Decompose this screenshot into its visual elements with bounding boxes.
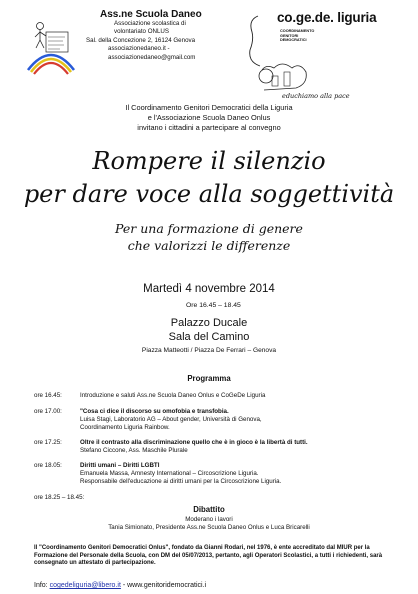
cogede-subtitle-line: DEMOCRATICI [280,38,307,43]
contact-info [34,582,206,589]
program-line: Responsabile dell'educazione ai diritti umani per la Circoscrizione Liguria. [80,478,282,485]
program-line: Introduzione e saluti Ass.ne Scuola Daneo Onlus e CoGeDe Liguria [80,392,266,399]
footer-note: Il "Coordinamento Genitori Democratici Onlus", fondato da Gianni Rodari, nel 1976, è ente accreditato dal MIUR per la Formazione del Personale della Scuola, con DM del 05/07/2013, pertanto, agli Operatori Scolastici, a tutti i richiedenti, sarà consegnato un attestato di partecipazione. [34,545,383,567]
program-line: Oltre il contrasto alla discriminazione quello che è in gioco è la libertà di tutti. [80,439,308,446]
association-email[interactable]: associazionedaneo@gmail.com [108,53,196,61]
intro-line: invitano i cittadini a partecipare al convegno [137,123,281,133]
moderator-label: Moderano i lavori [185,516,233,523]
event-place: Piazza Matteotti / Piazza De Ferrari – Genova [141,347,277,354]
dibattito-heading: Dibattito [193,505,225,514]
event-time: Ore 16.45 – 18.45 [186,302,241,309]
program-text [80,462,410,486]
event-date: Martedì 4 novembre 2014 [143,283,275,295]
info-separator: - [120,582,128,589]
program-text [80,392,410,400]
subtitle-line: Per una formazione di genere [115,221,303,236]
program-time: ore 17.25: [34,439,62,446]
scuola-daneo-logo [26,18,76,76]
intro-text [0,103,418,134]
program-line: Emanuela Massa, Amnesty International – Circoscrizione Liguria. [80,470,259,477]
cogede-subtitle-line: GENITORI [280,33,299,38]
program-time: ore 16.45: [34,392,62,399]
cogede-subtitle-line: COORDINAMENTO [280,29,315,33]
venue-line: Palazzo Ducale [170,317,248,329]
intro-line: e l'Associazione Scuola Daneo Onlus [147,113,271,123]
association-website[interactable]: associazionedaneo.it - [108,45,170,53]
association-line: volontariato ONLUS [114,28,170,36]
cogede-logo [244,10,404,102]
event-title-line-1: Rompere il silenzio [92,147,326,175]
programma-heading: Programma [187,374,231,383]
program-line: Stefano Ciccone, Ass. Maschile Plurale [80,447,188,454]
program-text [80,439,410,455]
event-title-line-2: per dare voce alla soggettività [23,180,395,208]
program-line: Luisa Stagi, Laboratorio AG – About gender, Università di Genova, [80,416,262,423]
venue-line: Sala del Camino [168,331,250,343]
association-address: Sal. della Concezione 2, 16124 Genova [86,36,196,44]
program-time: ore 18.25 – 18.45: [34,494,85,501]
cogede-name: co.ge.de. liguria [277,10,377,25]
program-line: "Cosa ci dice il discorso su omofobia e transfobia. [80,408,229,415]
info-label: Info: [34,582,48,589]
contact-email-link[interactable]: cogedeliguria@libero.it [49,582,121,589]
event-subtitle [0,220,418,254]
website-link[interactable]: www.genitoridemocratici.i [127,582,207,589]
event-venue [0,316,418,344]
program-time: ore 17.00: [34,408,62,415]
intro-line: Il Coordinamento Genitori Democratici della Liguria [125,103,293,112]
program-line: Diritti umani – Diritti LGBTI [80,462,160,469]
moderators: Tania Simionato, Presidente Ass.ne Scuola Daneo Onlus e Luca Bricarelli [108,524,310,531]
cogede-subtitle [280,29,314,43]
association-line: Associazione scolastica di [114,20,186,27]
association-info [86,9,226,62]
program-text [80,408,410,432]
program-time: ore 18.05: [34,462,62,469]
cogede-motto: educhiamo alla pace [282,92,350,100]
association-name: Ass.ne Scuola Daneo [100,9,202,20]
subtitle-line: che valorizzi le differenze [127,238,291,253]
program-line: Coordinamento Liguria Rainbow. [80,424,170,431]
